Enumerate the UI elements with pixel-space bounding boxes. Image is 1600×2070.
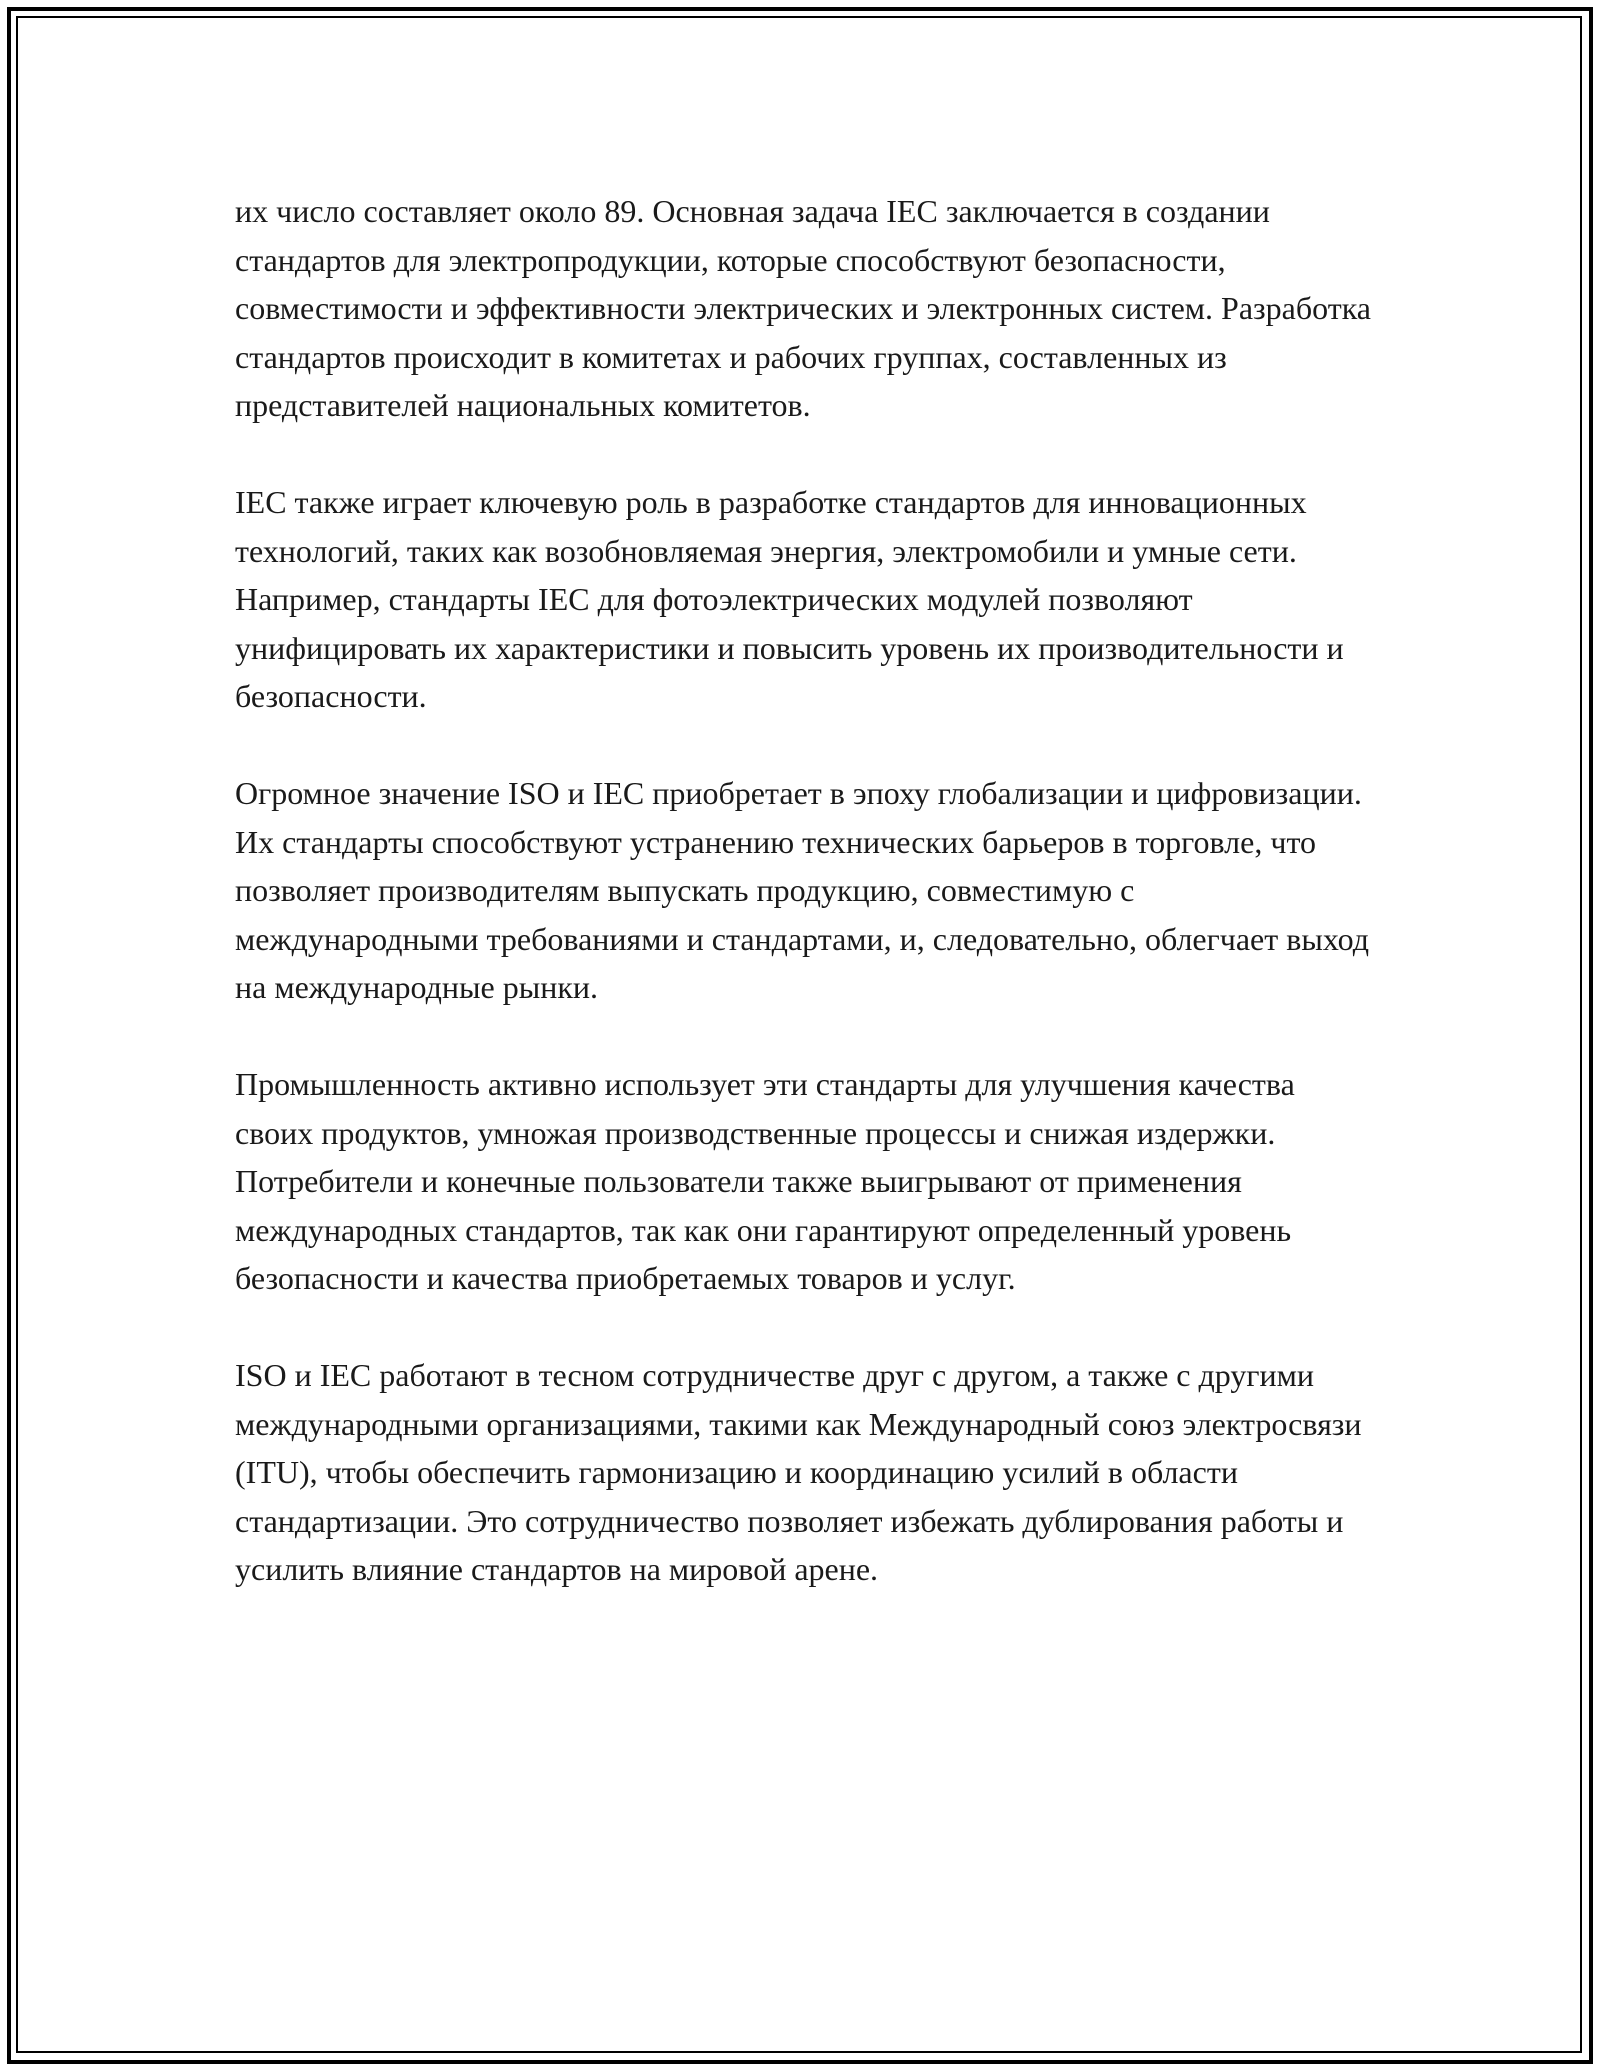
paragraph-1: их число составляет около 89. Основная задача IEC заключается в создании стандартов для электропродукции, которые способствуют безопасности, совместимости и эффективности электрических и электронных систем. Разработка стандартов происходит в комитетах и рабочих группах, составленных из представителей национальных комитетов.	[235, 193, 1371, 423]
paragraph-5: ISO и IEC работают в тесном сотрудничестве друг с другом, а также с другими международными организациями, такими как Международный союз электросвязи (ITU), чтобы обеспечить гармонизацию и координацию усилий в области стандартизации. Это сотрудничество позволяет избежать дублирования работы и усилить влияние стандартов на мировой арене.	[235, 1357, 1362, 1587]
paragraph-4: Промышленность активно использует эти стандарты для улучшения качества своих продуктов, умножая производственные процессы и снижая издержки. Потребители и конечные пользователи также выигрывают от применения международных стандартов, так как они гарантируют определенный уровень безопасности и качества приобретаемых товаров и услуг.	[235, 1066, 1295, 1296]
document-body	[235, 187, 1375, 1594]
paragraph-3: Огромное значение ISO и IEC приобретает в эпоху глобализации и цифровизации. Их стандарты способствуют устранению технических барьеров в торговле, что позволяет производителям выпускать продукцию, совместимую с международными требованиями и стандартами, и, следовательно, облегчает выход на международные рынки.	[235, 775, 1369, 1005]
paragraph-2: IEC также играет ключевую роль в разработке стандартов для инновационных технологий, таких как возобновляемая энергия, электромобили и умные сети. Например, стандарты IEC для фотоэлектрических модулей позволяют унифицировать их характеристики и повысить уровень их производительности и безопасности.	[235, 484, 1344, 714]
